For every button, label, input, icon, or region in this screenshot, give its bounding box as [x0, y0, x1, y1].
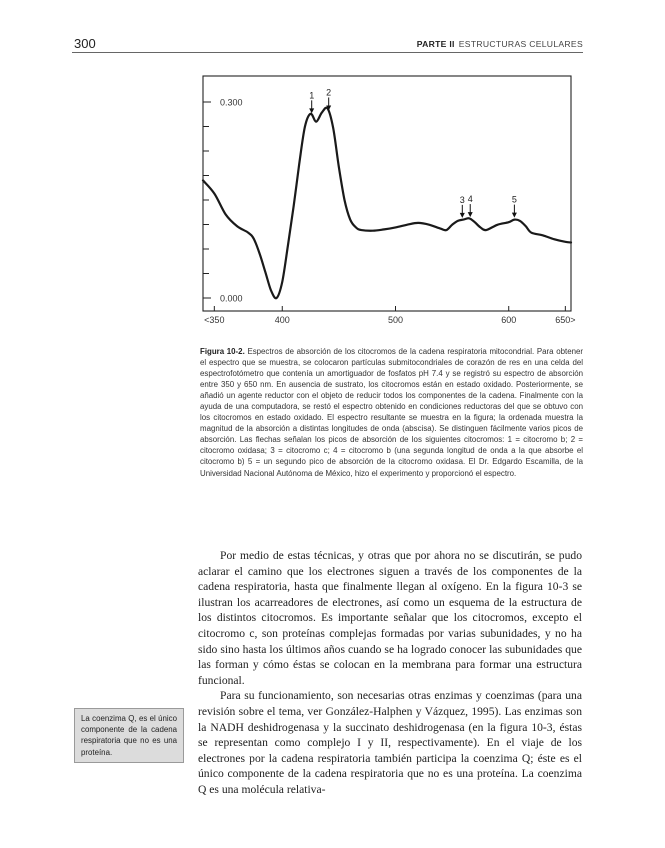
peak-arrow-head-4 — [468, 212, 473, 217]
peak-arrow-head-1 — [309, 108, 314, 113]
running-header-section: ESTRUCTURAS CELULARES — [458, 39, 583, 49]
peak-label-3: 3 — [459, 194, 465, 205]
x-ticks — [204, 306, 575, 325]
header-rule — [72, 52, 583, 53]
x-tick-label-0: <350 — [204, 315, 225, 325]
running-header — [417, 39, 583, 49]
peak-label-1: 1 — [309, 90, 315, 101]
x-tick-label-1: 400 — [274, 315, 290, 325]
y-minor-ticks — [203, 127, 209, 274]
margin-note: La coenzima Q, es el único componente de la cadena respiratoria que no es una proteína. — [74, 708, 184, 763]
x-tick-label-3: 600 — [501, 315, 517, 325]
y-tick-label-0: 0.300 — [220, 97, 243, 108]
peak-arrow-head-3 — [460, 213, 465, 218]
figure-caption-label: Figura 10-2. — [200, 347, 245, 356]
page-number: 300 — [74, 36, 96, 51]
y-tick-label-1: 0.000 — [220, 293, 243, 304]
running-header-part: PARTE II — [416, 39, 455, 49]
body-text — [198, 548, 582, 798]
body-paragraph-2: Para su funcionamiento, son necesarias otras enzimas y coenzimas (para una revisión sobre el tema, ver González-Halphen y Vázquez, 1995). Las enzimas son la NADH deshidrogenasa y la succinato deshidrogenasa (en la figura 10-3, éstas se representan como complejo I y II, respectivamente). En el viaje de los electrones por la cadena respiratoria también participa la coenzima Q; éste es el único componente de la cadena respiratoria que no es una proteína. La coenzima Q es una molécula relativa- — [198, 689, 582, 796]
absorption-spectrum-chart — [195, 72, 587, 334]
plot-frame — [203, 76, 571, 311]
peak-markers — [309, 87, 517, 217]
figure-caption-text: Espectros de absorción de los citocromos de la cadena respiratoria mitocondrial. Para obtener el espectro que se muestra, se colocaron partículas submitocondriales de corazón de res en una celda del espectrofotómetro que contenía un amortiguador de fosfatos pH 7.4 y se registró su espectro de absorción entre 350 y 650 nm. En ausencia de sustrato, los citocromos están en estado oxidado. Posteriormente, se añadió un agente reductor con el objeto de reducir todos los componentes de la cadena. Finalmente con la ayuda de una computadora, se restó el espectro obtenido en condiciones reductoras del que se obtuvo con los citocromos en estado oxidado. El espectro resultante se muestra en la figura; la ordenada muestra la magnitud de la absorción a distintas longitudes de onda (abscisa). Se distinguen fácilmente varios picos de absorción. Las flechas señalan los picos de absorción de los siguientes citocromos: 1 = citocromo b; 2 = citocromo oxidasa; 3 = citocromo c; 4 = citocromo b (una segunda longitud de onda a la que absorbe el citocromo b) 5 = un segundo pico de absorción de la citocromo oxidasa. El Dr. Edgardo Escamilla, de la Universidad Nacional Autónoma de México, hizo el experimento y proporcionó el espectro. — [200, 347, 583, 478]
body-paragraph-1: Por medio de estas técnicas, y otras que por ahora no se discutirán, se pudo aclarar el camino que los electrones siguen a través de los componentes de la cadena respiratoria, hasta que finalmente llegan al oxígeno. En la figura 10-3 se ilustran los acarreadores de electrones, así como un esquema de la estructura de los distintos citocromos. Es importante señalar que los citocromos, excepto el citocromo c, son proteínas complejas formadas por varias subunidades, y no ha sido sino hasta los últimos años cuando se ha logrado conocer las subunidades que las forman y cómo éstas se colocan en la membrana para formar una estructura funcional. — [198, 549, 582, 687]
peak-arrow-head-5 — [512, 213, 517, 218]
x-tick-label-2: 500 — [387, 315, 404, 325]
peak-label-4: 4 — [467, 194, 473, 205]
peak-label-2: 2 — [326, 87, 332, 98]
figure-caption — [200, 346, 583, 479]
peak-label-5: 5 — [511, 194, 517, 205]
x-tick-label-4: 650> — [555, 315, 576, 325]
